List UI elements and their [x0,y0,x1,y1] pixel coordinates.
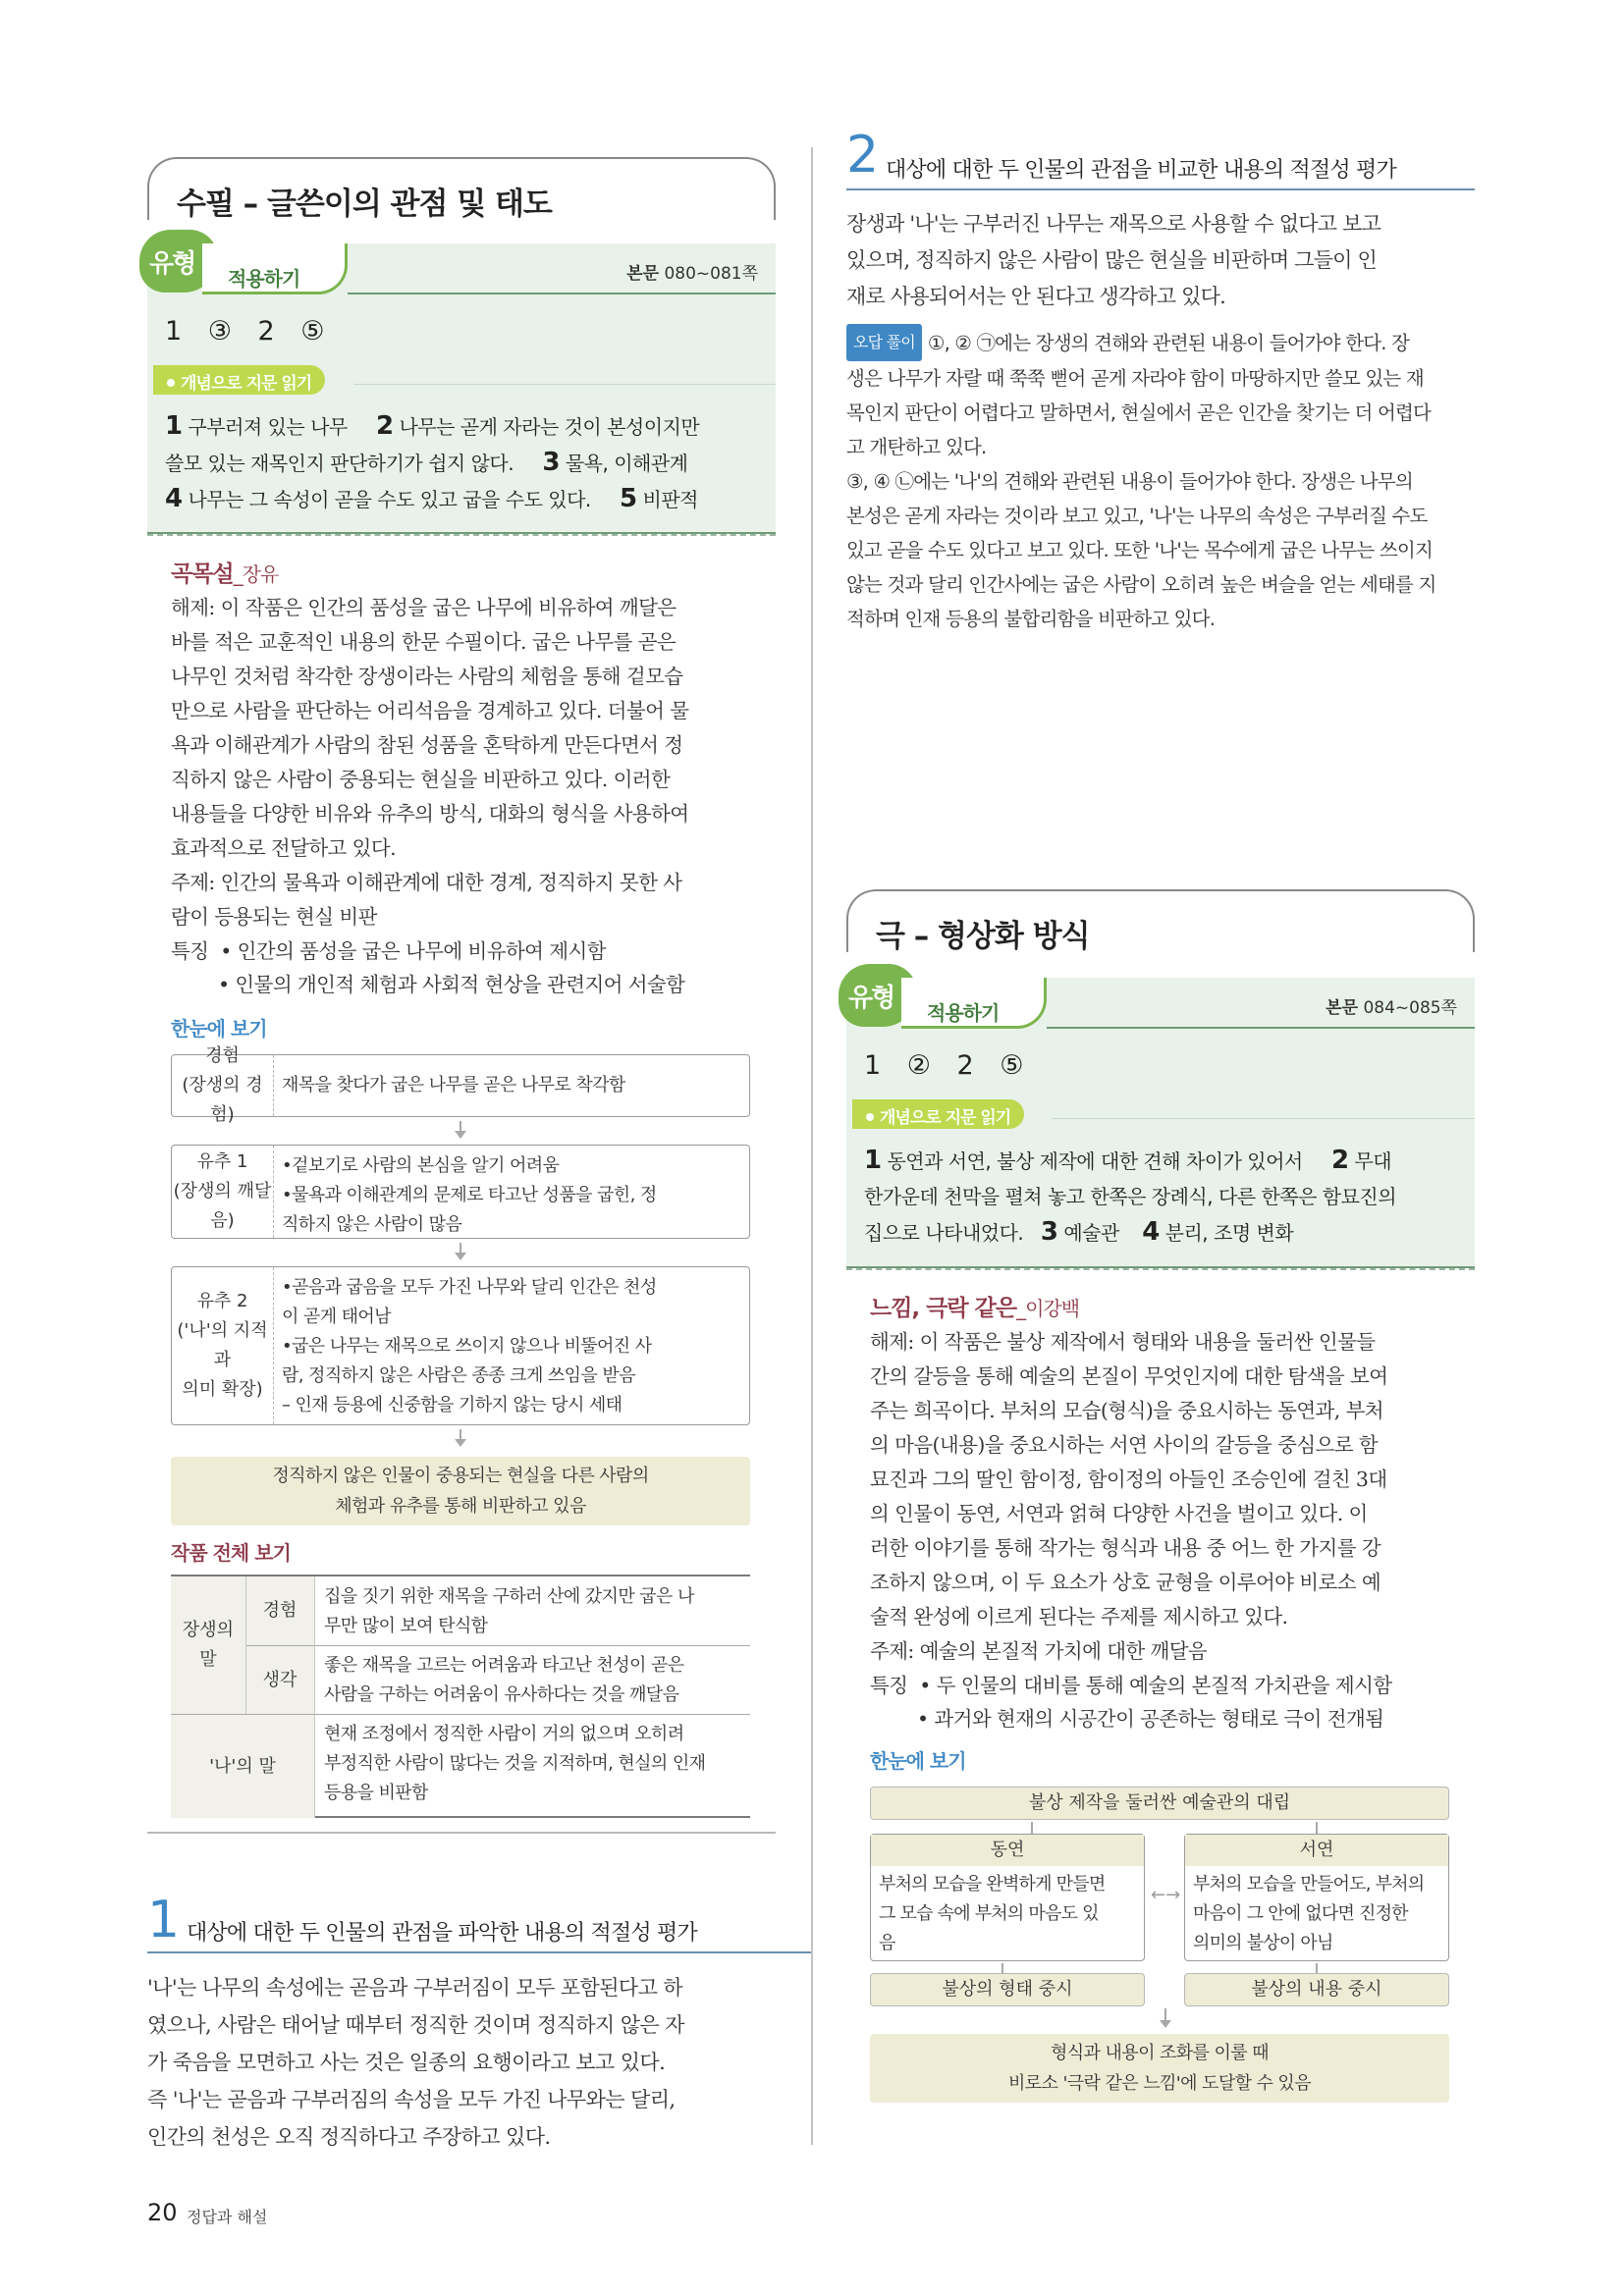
answer-box-drama [846,978,1475,1268]
diagram-top-conflict: 불상 제작을 둘러싼 예술관의 대립 [870,1787,1449,1820]
wrong-answer-label: 오답 풀이 [846,324,922,361]
question-explanation-1: '나'는 나무의 속성에는 곧음과 구부러짐이 모두 포함된다고 하 였으나, 사람은 태어날 때부터 정직한 것이며 정직하지 않은 자 가 죽음을 모면하고 사는 것은 일종의 요행이라고 보고 있다. 즉 '나'는 곧음과 구부러짐의 속성을 모두 가진 나무와는 달리, 인간의 천성은 오직 정직하다고 주장하고 있다. [147,1976,684,2149]
whole-work-title: 작품 전체 보기 [171,1541,291,1565]
concept-answers: 1 구부러져 있는 나무 2 나무는 곧게 자라는 것이 본성이지만 쓸모 있는 재목인지 판단하기가 쉽지 않다. 3 물욕, 이해관계 4 나무는 그 속성이 곧을 수도 있고 굽을 수도 있다. 5 비판적 [165,411,700,513]
question-explanation-2: 장생과 '나'는 구부러진 나무는 재목으로 사용할 수 없다고 보고 있으며, 정직하지 않은 사람이 많은 현실을 비판하며 그들이 인 재로 사용되어서는 안 된다고 생각하고 있다. [846,212,1381,308]
work-title-gokmokseol: 곡목설_장유 [171,561,279,587]
concept-answers: 1 동연과 서연, 불상 제작에 대한 견해 차이가 있어서 2 무대 한가운데 천막을 펼쳐 놓고 한쪽은 장례식, 다른 한쪽은 함묘진의 집으로 나타내었다. 3 예술관 4 분리, 조명 변화 [864,1146,1397,1247]
type-badge: 유형 [839,964,917,1027]
question-title-2: 대상에 대한 두 인물의 관점을 비교한 내용의 적절성 평가 [886,158,1396,183]
answer-list: 1 ③ 2 ⑤ [165,316,325,347]
work-features: 특징 • 두 인물의 대비를 통해 예술의 본질적 가치관을 제시함 • 과거와 현재의 시공간이 공존하는 형태로 극이 전개됨 [870,1674,1392,1731]
opposition-arrows-icon: ←→ [1151,1885,1181,1905]
answer-list: 1 ② 2 ⑤ [864,1050,1024,1081]
question-title-1: 대상에 대한 두 인물의 관점을 파악한 내용의 적절성 평가 [187,1921,697,1946]
footer-label: 정답과 해설 [187,2208,268,2226]
glance-title: 한눈에 보기 [171,1017,267,1041]
table-head-experience: 경험 [245,1576,314,1645]
flow-box-analogy-1: 유추 1 (장생의 깨달음) •겉보기로 사람의 본심을 알기 어려움 •물욕과 이해관계의 문제로 타고난 성품을 굽힌, 정 직하지 않은 사람이 많음 [171,1145,750,1239]
whole-work-table [171,1575,750,1818]
table-cell-thought: 좋은 재목을 고르는 어려움과 타고난 천성이 곧은 사람을 구하는 어려움이 유사하다는 것을 깨달음 [324,1655,684,1705]
work-title-neukkim: 느낌, 극락 같은_이강백 [870,1296,1080,1321]
flow-conclusion: 정직하지 않은 인물이 중용되는 현실을 다른 사람의 체험과 유추를 통해 비판하고 있음 [171,1457,750,1525]
section-title-drama: 극 – 형상화 방식 [846,889,1475,952]
table-cell-narrator: 현재 조정에서 정직한 사람이 거의 없으며 오히려 부정직한 사람이 많다는 것을 지적하며, 현실의 인재 등용을 비판함 [324,1724,706,1803]
arrow-down-icon [455,1131,466,1139]
apply-tab: 적용하기 [202,243,348,294]
wrong-answer-explanation: 오답 풀이 ①, ② ㉠에는 장생의 견해와 관련된 내용이 들어가야 한다. 장 생은 나무가 자랄 때 쭉쭉 뻗어 곧게 자라야 함이 마땅하지만 쓸모 있는 재 목인지 판단이 어렵다고 말하면서, 현실에서 곧은 인간을 찾기는 더 어렵다 고 개탄하고 있다. ③, ④ ㉡에는 '나'의 견해와 관련된 내용이 들어가야 한다. 장생은 나무의 본성은 곧게 자라는 것이라 보고 있고, '나'는 나무의 속성은 구부러질 수도 있고 곧을 수도 있다고 보고 있다. 또한 '나'는 목수에게 굽은 나무는 쓰이지 않는 것과 달리 인간사에는 굽은 사람이 오히려 높은 벼슬을 얻는 세태를 지 적하며 인재 등용의 불합리함을 비판하고 있다. [846,324,1475,636]
question-number-2: 2 [846,126,880,185]
flow-box-experience: 경험 (장생의 경험) 재목을 찾다가 굽은 나무를 곧은 나무로 착각함 [171,1054,750,1117]
table-head-thought: 생각 [245,1646,314,1714]
work-summary: 해제: 이 작품은 인간의 품성을 굽은 나무에 비유하여 깨달은 바를 적은 교훈적인 내용의 한문 수필이다. 굽은 나무를 곧은 나무인 것처럼 착각한 장생이라는 사람의 체험을 통해 겉모습 만으로 사람을 판단하는 어리석음을 경계하고 있다. 더불어 물 욕과 이해관계가 사람의 참된 성품을 혼탁하게 만든다면서 정 직하지 않은 사람이 중용되는 현실을 비판하고 있다. 이러한 내용들을 다양한 비유와 유추의 방식, 대화의 형식을 사용하여 효과적으로 전달하고 있다. 주제: 인간의 물욕과 이해관계에 대한 경계, 정직하지 못한 사 람이 등용되는 현실 비판 [171,596,689,929]
apply-tab: 적용하기 [901,978,1047,1029]
concept-reading-pill: 개념으로 지문 읽기 [852,1099,1024,1129]
arrow-down-icon [1160,2020,1171,2028]
diagram-conclusion: 형식과 내용이 조화를 이룰 때 비로소 '극락 같은 느낌'에 도달할 수 있음 [870,2034,1449,2103]
work-features: 특징 • 인간의 품성을 굽은 나무에 비유하여 제시함 • 인물의 개인적 체험과 사회적 현상을 관련지어 서술함 [171,939,685,996]
table-head-narrator: '나'의 말 [171,1715,314,1818]
flow-box-analogy-2: 유추 2 ('나'의 지적과 의미 확장) •곧음과 굽음을 모두 가진 나무와 달리 인간은 천성 이 곧게 태어남 •굽은 나무는 재목으로 쓰이지 않으나 비뚤어진 사 람, 정직하지 않은 사람은 종종 크게 쓰임을 받음 – 인재 등용에 신중함을 기하지 않는 당시 세태 [171,1266,750,1425]
section-title-essay: 수필 – 글쓴이의 관점 및 태도 [147,157,776,220]
page-number: 20 [147,2199,178,2226]
table-cell-experience: 집을 짓기 위한 재목을 구하러 산에 갔지만 굽은 나 무만 많이 보여 탄식함 [324,1586,694,1636]
table-group-jangsaeng: 장생의 말 [171,1576,245,1714]
type-badge: 유형 [139,230,218,293]
arrow-down-icon [455,1439,466,1447]
diagram-focus-content: 불상의 내용 중시 [1184,1973,1449,2006]
concept-reading-pill: 개념으로 지문 읽기 [153,365,325,395]
diagram-box-seoyeon: 서연 부처의 모습을 만들어도, 부처의 마음이 그 안에 없다면 진정한 의미의 불상이 아님 [1184,1834,1449,1961]
page-reference: 본문 084~085쪽 [1326,998,1457,1018]
diagram-focus-form: 불상의 형태 중시 [870,1973,1145,2006]
answer-box-essay [147,243,776,534]
page-reference: 본문 080~081쪽 [626,264,758,284]
work-summary: 해제: 이 작품은 불상 제작에서 형태와 내용을 둘러싼 인물들 간의 갈등을 통해 예술의 본질이 무엇인지에 대한 탐색을 보여 주는 희곡이다. 부처의 모습(형식)을 중요시하는 동연과, 부처 의 마음(내용)을 중요시하는 서연 사이의 갈등을 중심으로 함 묘진과 그의 딸인 함이정, 함이정의 아들인 조승인에 걸친 3대 의 인물이 동연, 서연과 얽혀 다양한 사건을 벌이고 있다. 이 러한 이야기를 통해 작가는 형식과 내용 중 어느 한 가지를 강 조하지 않으며, 이 두 요소가 상호 균형을 이루어야 비로소 예 술적 완성에 이르게 된다는 주제를 제시하고 있다. 주제: 예술의 본질적 가치에 대한 깨달음 [870,1330,1388,1663]
question-number-1: 1 [147,1891,181,1949]
glance-title: 한눈에 보기 [870,1749,966,1773]
arrow-down-icon [455,1253,466,1260]
diagram-box-dongyeon: 동연 부처의 모습을 완벽하게 만들면 그 모습 속에 부처의 마음도 있 음 [870,1834,1145,1961]
